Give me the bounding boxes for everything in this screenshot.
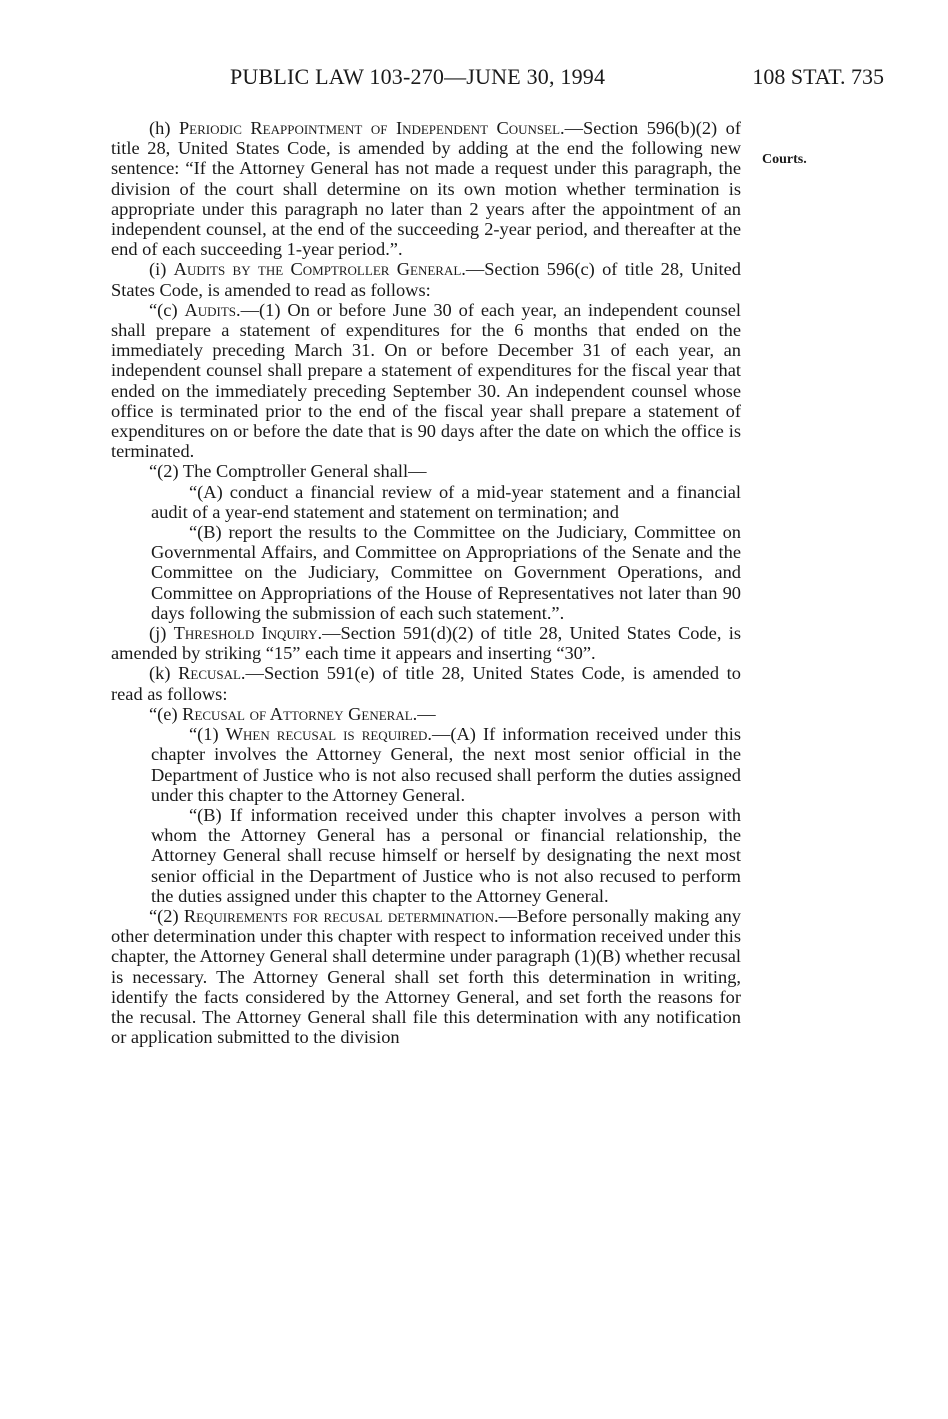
paragraph-h-label: (h)	[149, 118, 179, 138]
subsection-e-heading: Recusal of Attorney General.	[182, 703, 418, 724]
paragraph-h-text: —Section 596(b)(2) of title 28, United States Code, is amended by adding at the end the following new sentence: “If the Attorney General has not made a request under this paragraph, the division of the court shall determine on its own motion whether termination is appropriate under this paragraph no later than 2 years after the appointment of an independent counsel, at the end of the succeeding 2-year period, and thereafter at the end of each succeeding 1-year period.”.	[111, 118, 742, 260]
subsection-c2-intro: “(2) The Comptroller General shall—	[149, 461, 427, 482]
paragraph-k-heading: Recusal.	[178, 663, 246, 684]
paragraph-i-text: —Section 596(c) of title 28, United States Code, is amended to read as follows:	[111, 259, 741, 300]
body-text	[111, 118, 741, 1047]
subsection-e-text: —	[417, 703, 436, 724]
subsection-c2-a: “(A) conduct a financial review of a mid-year statement and a financial audit of a year-end statement and statement on termination; and	[151, 481, 741, 522]
subsection-e-label: “(e)	[149, 703, 183, 724]
paragraph-i	[111, 259, 741, 299]
paragraph-k-text: —Section 591(e) of title 28, United States Code, is amended to read as follows:	[111, 663, 741, 704]
subsection-c2-b: “(B) report the results to the Committee on the Judiciary, Committee on Governmental Affairs, and Committee on Appropriations of the Senate and the Committee on the Judiciary, Committee on Government Operations, and Committee on Appropriations of the House of Representatives not later than 90 days following the submission of each such statement.”.	[151, 522, 741, 623]
subsection-e1-b: “(B) If information received under this chapter involves a person with whom the Attorney General has a personal or financial relationship, the Attorney General shall recuse himself or herself by designating the next most senior official in the Department of Justice who is not also recused to perform the duties assigned under this chapter to the Attorney General.	[151, 804, 741, 906]
paragraph-j-text: —Section 591(d)(2) of title 28, United States Code, is amended by striking “15” each time it appears and inserting “30”.	[111, 623, 741, 664]
subsection-e2	[111, 906, 741, 1047]
paragraph-i-heading: Audits by the Comptroller General.	[173, 259, 466, 280]
subsection-e1	[111, 724, 741, 805]
paragraph-i-label: (i)	[149, 259, 174, 280]
paragraph-j-label: (j)	[149, 623, 174, 644]
paragraph-h-heading: Periodic Reappointment of Independent Counsel.	[178, 118, 565, 138]
margin-note: Courts.	[762, 152, 807, 167]
page-header-title: PUBLIC LAW 103-270—JUNE 30, 1994	[230, 64, 606, 89]
subsection-c-label: “(c)	[149, 299, 185, 320]
subsection-c-text: —(1) On or before June 30 of each year, an independent counsel shall prepare a statement of expenditures for the 6 months that ended on the immediately preceding March 31. On or before December 31 of each year, an independent counsel shall prepare a statement of expenditures for the fiscal year that ended on the immediately preceding September 30. An independent counsel whose office is terminated prior to the end of the fiscal year shall prepare a statement of expenditures on or before the date that is 90 days after the date on which the office is terminated.	[111, 299, 741, 462]
subsection-c	[111, 300, 741, 462]
paragraph-k-label: (k)	[149, 663, 179, 684]
subsection-e2-text: —Before personally making any other determination under this chapter with respect to information received under this chapter, the Attorney General shall determine under paragraph (1)(B) whether recusal is necessary. The Attorney General shall set forth this determination in writing, identify the facts considered by the Attorney General, and set forth the reasons for the recusal. The Attorney General shall file this determination with any notification or application submitted to the division	[111, 905, 741, 1048]
page-header-stat: 108 STAT. 735	[752, 64, 884, 89]
subsection-e2-heading: Requirements for recusal determination.	[183, 905, 499, 926]
subsection-e	[111, 704, 741, 724]
subsection-e1-label: “(1)	[189, 724, 226, 745]
paragraph-j-heading: Threshold Inquiry.	[173, 623, 323, 644]
paragraph-j	[111, 623, 741, 663]
subsection-e2-label: “(2)	[149, 905, 184, 926]
paragraph-k	[111, 663, 741, 703]
subsection-c-heading: Audits.	[184, 299, 241, 320]
paragraph-h	[111, 118, 741, 259]
subsection-e1-text: —(A) If information received under this chapter involves the Attorney General, the next most senior official in the Department of Justice who is not also recused shall perform the duties assigned under this chapter to the Attorney General.	[151, 724, 741, 805]
subsection-e1-heading: When recusal is required.	[225, 724, 433, 745]
